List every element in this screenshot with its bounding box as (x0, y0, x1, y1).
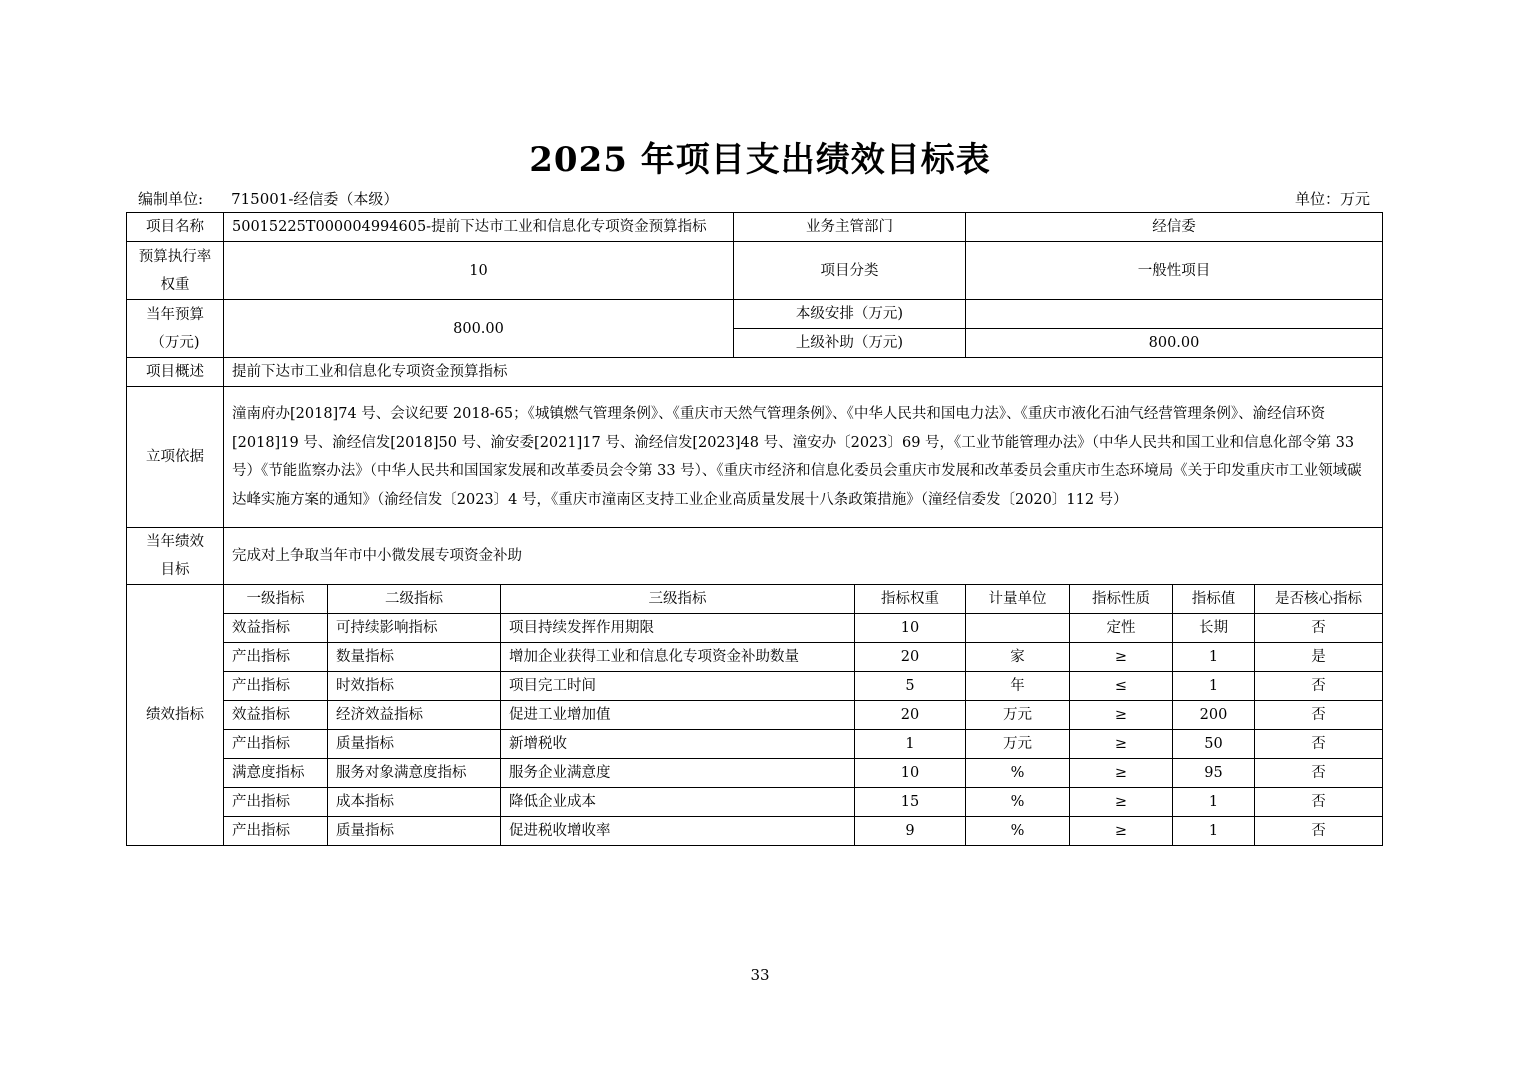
perf-cell: 服务对象满意度指标 (328, 759, 501, 788)
perf-cell: 1 (1173, 788, 1255, 817)
perf-cell: 20 (855, 701, 966, 730)
perf-cell: 9 (855, 817, 966, 846)
compiling-unit-value: 715001-经信委（本级） (231, 190, 399, 208)
perf-cell: 服务企业满意度 (501, 759, 855, 788)
perf-cell: % (966, 817, 1070, 846)
perf-cell: 否 (1255, 730, 1383, 759)
perf-cell: 万元 (966, 701, 1070, 730)
perf-cell: 时效指标 (328, 672, 501, 701)
perf-cell: 满意度指标 (224, 759, 328, 788)
perf-header-cell: 三级指标 (501, 585, 855, 614)
perf-cell: 项目完工时间 (501, 672, 855, 701)
perf-cell: 产出指标 (224, 817, 328, 846)
dept-label: 业务主管部门 (734, 213, 966, 242)
perf-cell: 15 (855, 788, 966, 817)
exec-weight-value: 10 (224, 242, 734, 300)
perf-cell: 否 (1255, 701, 1383, 730)
goal-label: 当年绩效目标 (127, 528, 224, 585)
currency-unit: 单位：万元 (1294, 190, 1370, 208)
local-label: 本级安排（万元) (734, 300, 966, 329)
perf-cell: ≥ (1070, 643, 1173, 672)
dept-value: 经信委 (966, 213, 1383, 242)
perf-cell: 降低企业成本 (501, 788, 855, 817)
perf-cell: % (966, 788, 1070, 817)
perf-cell: 经济效益指标 (328, 701, 501, 730)
perf-header-cell: 指标权重 (855, 585, 966, 614)
perf-header-cell: 是否核心指标 (1255, 585, 1383, 614)
table-row (127, 614, 1383, 643)
perf-cell: 项目持续发挥作用期限 (501, 614, 855, 643)
perf-cell: 增加企业获得工业和信息化专项资金补助数量 (501, 643, 855, 672)
perf-cell: 200 (1173, 701, 1255, 730)
table-row (127, 759, 1383, 788)
perf-cell: 产出指标 (224, 730, 328, 759)
superior-label: 上级补助（万元) (734, 329, 966, 358)
perf-cell: 否 (1255, 759, 1383, 788)
project-name: 50015225T000004994605-提前下达市工业和信息化专项资金预算指标 (224, 213, 734, 242)
performance-target-table (126, 212, 1383, 846)
perf-cell: 新增税收 (501, 730, 855, 759)
perf-cell: ≥ (1070, 788, 1173, 817)
basis-label: 立项依据 (127, 387, 224, 528)
perf-cell: 5 (855, 672, 966, 701)
basis-value: 潼南府办[2018]74 号、会议纪要 2018-65；《城镇燃气管理条例》、《重庆市天然气管理条例》、《中华人民共和国电力法》、《重庆市液化石油气经营管理条例》、渝经信环资[2018]19 号、渝经信发[2018]50 号、渝安委[2021]17 号、渝经信发[2023]48 号、潼安办〔2023〕69 号，《工业节能管理办法》（中华人民共和国工业和信息化部令第 33 号）《节能监察办法》（中华人民共和国国家发展和改革委员会令第 33 号）、《重庆市经济和信息化委员会重庆市发展和改革委员会重庆市生态环境局《关于印发重庆市工业领域碳达峰实施方案的通知》（渝经信发〔2023〕4 号，《重庆市潼南区支持工业企业高质量发展十八条政策措施》（潼经信委发〔2020〕112 号） (224, 387, 1383, 528)
perf-cell: % (966, 759, 1070, 788)
perf-cell: ≥ (1070, 701, 1173, 730)
perf-cell: 定性 (1070, 614, 1173, 643)
perf-cell: 家 (966, 643, 1070, 672)
perf-cell: 可持续影响指标 (328, 614, 501, 643)
perf-cell: 促进税收增收率 (501, 817, 855, 846)
perf-cell: 10 (855, 614, 966, 643)
perf-cell: 50 (1173, 730, 1255, 759)
table-row (127, 788, 1383, 817)
budget-value: 800.00 (224, 300, 734, 358)
perf-cell: 是 (1255, 643, 1383, 672)
perf-cell: 质量指标 (328, 730, 501, 759)
perf-cell: 产出指标 (224, 672, 328, 701)
perf-cell: 成本指标 (328, 788, 501, 817)
perf-label: 绩效指标 (127, 585, 224, 846)
perf-cell: 否 (1255, 672, 1383, 701)
budget-label: 当年预算（万元) (127, 300, 224, 358)
table-row (127, 643, 1383, 672)
perf-cell: ≥ (1070, 817, 1173, 846)
table-row (127, 701, 1383, 730)
perf-cell: 1 (1173, 672, 1255, 701)
perf-cell: 产出指标 (224, 643, 328, 672)
perf-header-cell: 指标性质 (1070, 585, 1173, 614)
perf-cell: 1 (1173, 817, 1255, 846)
table-row (127, 730, 1383, 759)
perf-cell: 质量指标 (328, 817, 501, 846)
category-label: 项目分类 (734, 242, 966, 300)
table-row (127, 817, 1383, 846)
perf-header-cell: 一级指标 (224, 585, 328, 614)
superior-value: 800.00 (966, 329, 1383, 358)
perf-header-cell: 计量单位 (966, 585, 1070, 614)
category-value: 一般性项目 (966, 242, 1383, 300)
perf-cell: 促进工业增加值 (501, 701, 855, 730)
project-name-label: 项目名称 (127, 213, 224, 242)
page-number: 33 (750, 966, 770, 984)
compiling-unit-label: 编制单位: (138, 190, 204, 208)
perf-cell: ≥ (1070, 730, 1173, 759)
local-value (966, 300, 1383, 329)
perf-header-cell: 指标值 (1173, 585, 1255, 614)
perf-cell: ≥ (1070, 759, 1173, 788)
perf-cell: 否 (1255, 788, 1383, 817)
perf-cell: 1 (855, 730, 966, 759)
perf-cell: 效益指标 (224, 701, 328, 730)
perf-cell: 95 (1173, 759, 1255, 788)
perf-cell: 万元 (966, 730, 1070, 759)
perf-cell: 效益指标 (224, 614, 328, 643)
page-title: 2025 年项目支出绩效目标表 (529, 140, 991, 180)
perf-cell: 否 (1255, 614, 1383, 643)
table-row (127, 672, 1383, 701)
perf-cell: 10 (855, 759, 966, 788)
perf-cell: 1 (1173, 643, 1255, 672)
perf-cell: 数量指标 (328, 643, 501, 672)
compiling-unit (138, 188, 398, 209)
overview-label: 项目概述 (127, 358, 224, 387)
perf-cell: 长期 (1173, 614, 1255, 643)
perf-cell: 产出指标 (224, 788, 328, 817)
perf-header-cell: 二级指标 (328, 585, 501, 614)
perf-cell: 年 (966, 672, 1070, 701)
goal-value: 完成对上争取当年市中小微发展专项资金补助 (224, 528, 1383, 585)
exec-weight-label: 预算执行率权重 (127, 242, 224, 300)
perf-cell (966, 614, 1070, 643)
overview-value: 提前下达市工业和信息化专项资金预算指标 (224, 358, 1383, 387)
perf-cell: 20 (855, 643, 966, 672)
perf-cell: ≤ (1070, 672, 1173, 701)
perf-cell: 否 (1255, 817, 1383, 846)
